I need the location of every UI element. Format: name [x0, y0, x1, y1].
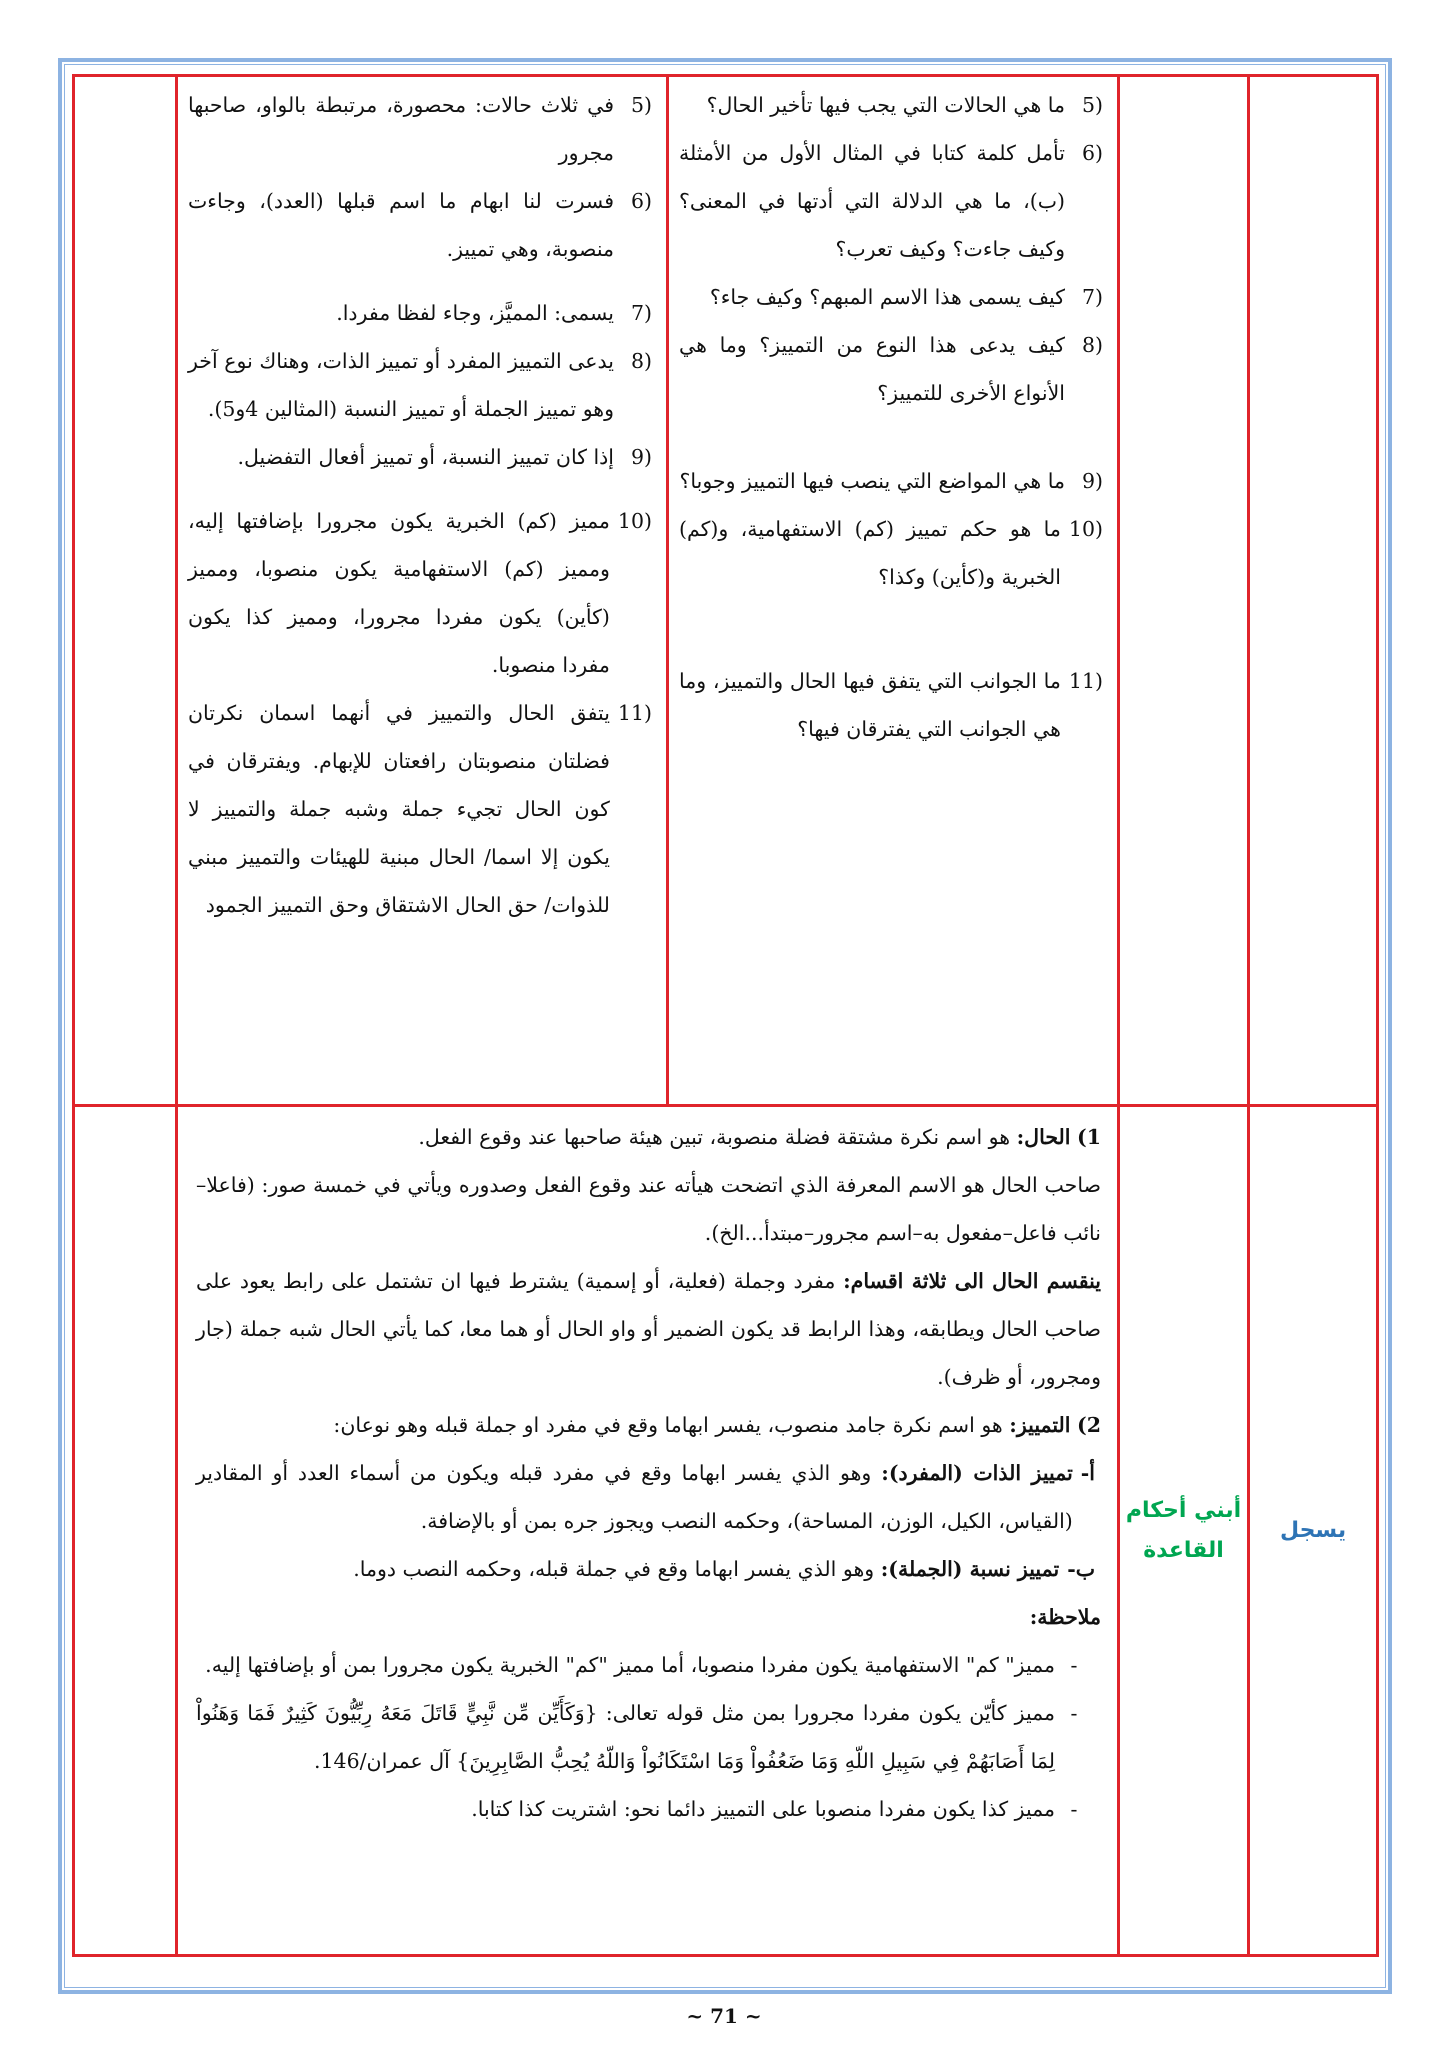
rules-cell	[177, 1106, 1119, 1956]
stage-label-wrap	[1250, 1107, 1376, 1954]
answer-item: 6) فسرت لنا ابهام ما اسم قبلها (العدد)، وجاءت منصوبة، وهي تمييز.	[188, 189, 652, 261]
dash-bullet: -	[1070, 1653, 1078, 1677]
notes-cell-empty	[74, 76, 177, 1106]
stage-cell-empty	[1249, 76, 1378, 1106]
dash-bullet: -	[1070, 1701, 1078, 1725]
stage-cell	[1249, 1106, 1378, 1956]
answer-item: 9) إذا كان تمييز النسبة، أو تمييز أفعال التفضيل.	[237, 445, 652, 469]
tamyiz-type-a: أ- تمييز الذات (المفرد): وهو الذي يفسر ابهاما وقع في مفرد قبله ويكون من أسماء العدد أو المقادير (القياس، الكيل، الوزن، المساحة)، وحكمه النصب ويجوز جره بمن أو بالإضافة.	[196, 1461, 1095, 1533]
step-label: أبني أحكام القاعدة	[1125, 1497, 1242, 1563]
hal-definition: 1) الحال: هو اسم نكرة مشتقة فضلة منصوبة، تبين هيئة صاحبها عند وقوع الفعل.	[418, 1125, 1101, 1149]
lesson-table	[72, 74, 1379, 1957]
notes-cell-empty	[74, 1106, 177, 1956]
spacer	[679, 601, 1103, 641]
answer-item: 11) يتفق الحال والتمييز في أنهما اسمان نكرتان فضلتان منصوبتان رافعتان للإبهام. ويفترقان في كون الحال تجيء جملة وشبه جملة والتمييز لا يكون إلا اسما/ الحال مبنية للهيئات والتمييز مبني للذوات/ حق الحال الاشتقاق وحق التمييز الجمود	[188, 701, 652, 917]
note-item: - مميز" كم" الاستفهامية يكون مفردا منصوبا، أما مميز "كم" الخبرية يكون مجرورا بمن أو بإضافتها إليه.	[196, 1641, 1101, 1689]
tamyiz-definition: 2) التمييز: هو اسم نكرة جامد منصوب، يفسر ابهاما وقع في مفرد او جملة قبله وهو نوعان:	[333, 1413, 1101, 1437]
questions-cell	[668, 76, 1119, 1106]
answer-item: 10) مميز (كم) الخبرية يكون مجرورا بإضافتها إليه، ومميز (كم) الاستفهامية يكون منصوبا، ومميز (كأين) يكون مفردا مجرورا، ومميز كذا يكون مفردا منصوبا.	[188, 509, 652, 677]
note-heading: ملاحظة:	[1029, 1605, 1101, 1629]
spacer	[679, 641, 1103, 657]
tamyiz-type-b: ب- تمييز نسبة (الجملة): وهو الذي يفسر ابهاما وقع في جملة قبله، وحكمه النصب دوما.	[353, 1557, 1095, 1581]
hal-owner: صاحب الحال هو الاسم المعرفة الذي اتضحت هيأته عند وقوع الفعل وصدوره ويأتي في خمسة صور: (فاعلا–نائب فاعل–مفعول به–اسم مجرور–مبتدأ...الخ).	[196, 1173, 1101, 1245]
answer-item: 8) يدعى التمييز المفرد أو تمييز الذات، وهناك نوع آخر وهو تمييز الجملة أو تمييز النسبة (المثالين 4و5).	[188, 349, 652, 421]
spacer	[679, 417, 1103, 457]
answer-item: 5) في ثلاث حالات: محصورة، مرتبطة بالواو، صاحبها مجرور	[188, 93, 652, 165]
question-item: 10) ما هو حكم تمييز (كم) الاستفهامية، و(كم) الخبرية و(كأين) وكذا؟	[679, 517, 1103, 589]
dash-bullet: -	[1070, 1797, 1078, 1821]
hal-types: ينقسم الحال الى ثلاثة اقسام: مفرد وجملة (فعلية، أو إسمية) يشترط فيها ان تشتمل على رابط يعود على صاحب الحال ويطابقه، وهذا الرابط قد يكون الضمير أو واو الحال أو هما معا، كما يأتي الحال شبه جملة (جار ومجرور، أو ظرف).	[196, 1269, 1101, 1389]
answers-list	[178, 77, 666, 929]
note-item: - مميز كذا يكون مفردا منصوبا على التمييز دائما نحو: اشتريت كذا كتابا.	[196, 1785, 1101, 1833]
answers-cell	[177, 76, 668, 1106]
question-item: 9) ما هي المواضع التي ينصب فيها التمييز وجوبا؟	[679, 469, 1103, 493]
step-label-wrap	[1120, 1107, 1247, 1954]
spacer	[188, 481, 652, 497]
page-number: ~ 71 ~	[686, 2004, 762, 2028]
table-row-rules	[74, 1106, 1378, 1956]
questions-list	[669, 77, 1117, 753]
step-cell-empty	[1119, 76, 1249, 1106]
step-cell	[1119, 1106, 1249, 1956]
question-item: 5) ما هي الحالات التي يجب فيها تأخير الحال؟	[706, 93, 1103, 117]
answer-item: 7) يسمى: المميَّز، وجاء لفظا مفردا.	[336, 301, 652, 325]
question-item: 7) كيف يسمى هذا الاسم المبهم؟ وكيف جاء؟	[709, 285, 1103, 309]
question-item: 11) ما الجوانب التي يتفق فيها الحال والتمييز، وما هي الجوانب التي يفترقان فيها؟	[679, 669, 1103, 741]
note-item: - مميز كأيّن يكون مفردا مجرورا بمن مثل قوله تعالى: {وَكَأَيِّن مِّن نَّبِيٍّ قَاتَلَ مَعَهُ رِبِّيُّونَ كَثِيرٌ فَمَا وَهَنُواْ لِمَا أَصَابَهُمْ فِي سَبِيلِ اللّهِ وَمَا ضَعُفُواْ وَمَا اسْتَكَانُواْ وَاللّهُ يُحِبُّ الصَّابِرِينَ} آل عمران/146.	[196, 1689, 1101, 1785]
rules-content	[178, 1107, 1117, 1833]
spacer	[188, 273, 652, 289]
stage-label: يسجل	[1279, 1518, 1347, 1543]
question-item: 6) تأمل كلمة كتابا في المثال الأول من الأمثلة (ب)، ما هي الدلالة التي أدتها في المعنى؟ وكيف جاءت؟ وكيف تعرب؟	[679, 141, 1103, 261]
question-item: 8) كيف يدعى هذا النوع من التمييز؟ وما هي الأنواع الأخرى للتمييز؟	[679, 333, 1103, 405]
table-row-questions	[74, 76, 1378, 1106]
